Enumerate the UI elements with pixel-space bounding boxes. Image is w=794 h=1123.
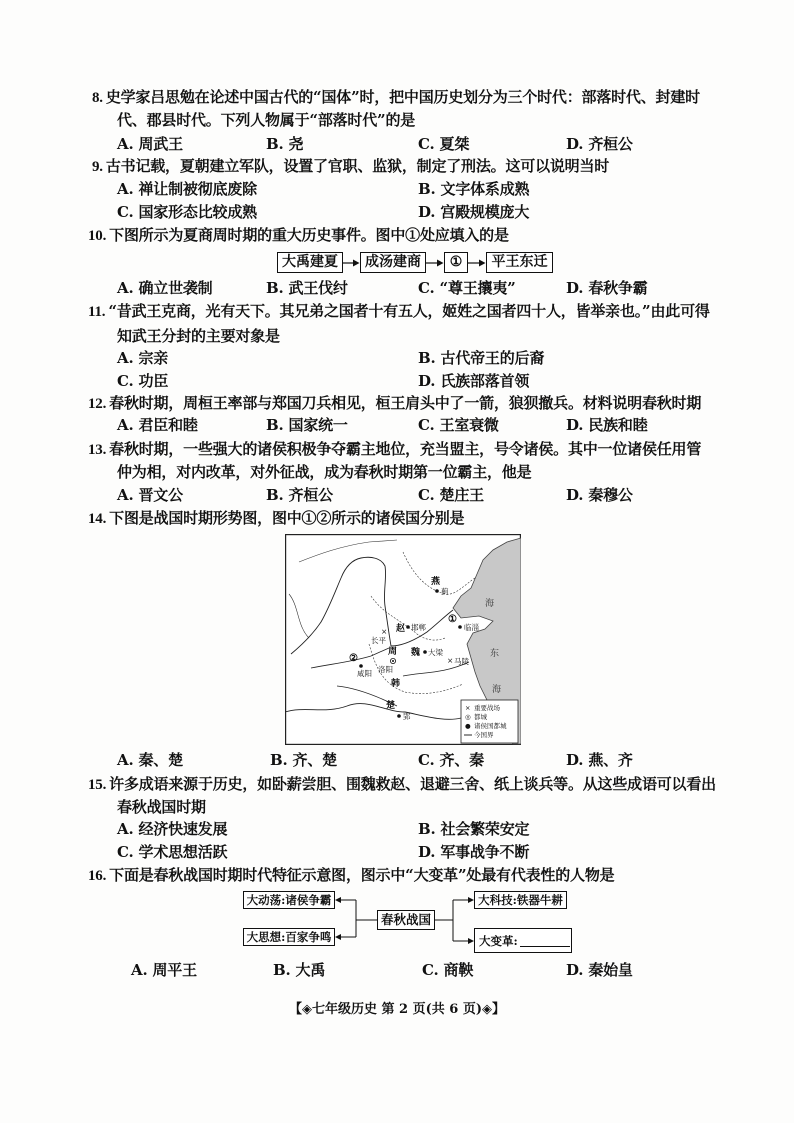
map-label-handan: 邯郸 <box>411 623 426 632</box>
thought-box: 大思想:百家争鸣 <box>243 928 335 946</box>
timeline-step-box: 成汤建商 <box>360 252 426 273</box>
legend-capital-label: 都城 <box>474 713 487 721</box>
question-number: 11. <box>88 304 106 320</box>
q9-option-d: D. 宫殿规模庞大 <box>418 203 530 221</box>
question-stem: 下图所示为夏商周时期的重大历史事件。图中①处应填入的是 <box>109 226 509 244</box>
q8-option-b: B. 尧 <box>266 135 304 153</box>
question-number: 9. <box>92 159 103 175</box>
page-footer: 【◈七年级历史 第 2 页(共 6 页)◈】 <box>288 1002 506 1017</box>
question-stem: “昔武王克商，光有天下。其兄弟之国者十有五人，姬姓之国者四十人，皆举亲也。”由此可得 <box>108 302 710 320</box>
map-marker-1: ① <box>448 614 457 625</box>
q11-option-b: B. 古代帝王的后裔 <box>418 349 545 367</box>
question-stem: 史学家吕思勉在论述中国古代的“国体”时，把中国历史划分为三个时代：部落时代、封建时 <box>105 88 700 106</box>
map-label-zhou: 周 <box>388 647 398 657</box>
q9-option-a: A. 禅让制被彻底废除 <box>117 180 257 198</box>
question-number: 8. <box>92 90 103 106</box>
legend-battle-label: 重要战场 <box>474 704 500 712</box>
question-number: 10. <box>88 228 107 244</box>
q10-stem-line-1 <box>88 227 509 244</box>
map-label-zhao: 赵 <box>396 624 406 634</box>
map-label-wei: 魏 <box>411 648 421 658</box>
q15-option-a: A. 经济快速发展 <box>117 820 228 838</box>
map-label-east: 东 <box>490 649 500 659</box>
q12-option-b: B. 国家统一 <box>266 416 348 434</box>
legend-state-capital-label: 诸侯国都城 <box>474 722 507 730</box>
question-number: 15. <box>88 777 107 793</box>
question-number: 16. <box>88 868 107 884</box>
q14-option-d: D. 燕、齐 <box>566 751 633 769</box>
royal-capital-legend-icon: ◎ <box>465 713 471 721</box>
capital-dot-icon <box>397 714 401 718</box>
q13-stem-line-2: 仲为相，对内改革，对外征战，成为春秋时期第一位霸主，他是 <box>117 463 532 481</box>
q13-stem-line-1 <box>88 441 701 458</box>
map-label-ying: 郢 <box>403 712 411 721</box>
reform-box <box>474 928 572 953</box>
q12-stem-line-1 <box>88 395 701 412</box>
technology-box: 大科技:铁器牛耕 <box>474 891 567 909</box>
arrow-right-icon <box>343 252 360 274</box>
question-stem: 春秋时期，周桓王率部与郑国刀兵相见，桓王肩头中了一箭，狼狈撤兵。材料说明春秋时期 <box>109 394 702 412</box>
question-stem: 古书记载，夏朝建立军队，设置了官职、监狱，制定了刑法。这可以说明当时 <box>105 157 610 175</box>
center-era-box: 春秋战国 <box>377 910 435 930</box>
q11-stem-line-1 <box>88 303 710 320</box>
q9-stem-line-1 <box>92 158 609 175</box>
map-label-daliang: 大梁 <box>428 648 443 657</box>
q16-era-diagram <box>240 886 580 958</box>
battle-mark-icon: × <box>447 656 454 665</box>
question-stem: 下图是战国时期形势图，图中①②所示的诸侯国分别是 <box>109 509 465 527</box>
q13-option-b: B. 齐桓公 <box>266 486 333 504</box>
q8-option-a: A. 周武王 <box>117 135 183 153</box>
q8-option-c: C. 夏桀 <box>418 135 470 153</box>
q11-option-d: D. 氏族部落首领 <box>418 372 530 390</box>
map-label-luoyang: 洛阳 <box>378 665 393 674</box>
question-stem: 春秋时期，一些强大的诸侯积极争夺霸主地位，充当盟主，号令诸侯。其中一位诸侯任用管 <box>109 440 702 458</box>
reform-label: 大变革: <box>479 934 518 948</box>
q16-option-b: B. 大禹 <box>273 961 326 979</box>
map-label-ji: 蓟 <box>441 587 449 596</box>
q15-option-d: D. 军事战争不断 <box>418 843 530 861</box>
battle-legend-icon: × <box>465 704 471 712</box>
capital-dot-icon <box>423 650 427 654</box>
q15-stem-line-2: 春秋战国时期 <box>117 798 206 816</box>
q14-option-a: A. 秦、楚 <box>117 751 183 769</box>
q14-option-b: B. 齐、楚 <box>270 751 337 769</box>
q10-option-a: A. 确立世袭制 <box>117 279 213 297</box>
q13-option-d: D. 秦穆公 <box>566 486 633 504</box>
question-number: 13. <box>88 442 107 458</box>
q16-option-a: A. 周平王 <box>131 961 197 979</box>
q12-option-a: A. 君臣和睦 <box>117 416 198 434</box>
map-label-sea: 海 <box>485 599 495 609</box>
q11-stem-line-2: 知武王分封的主要对象是 <box>117 327 280 345</box>
q10-option-b: B. 武王伐纣 <box>266 279 348 297</box>
capital-dot-icon <box>406 625 410 629</box>
arrow-right-icon <box>468 252 486 274</box>
question-number: 14. <box>88 511 107 527</box>
q9-option-b: B. 文字体系成熟 <box>418 180 530 198</box>
timeline-step-box: 大禹建夏 <box>277 252 343 273</box>
q8-stem-line-2: 代、郡县时代。下列人物属于“部落时代”的是 <box>117 111 416 129</box>
q12-option-d: D. 民族和睦 <box>566 416 648 434</box>
question-number: 12. <box>88 396 107 412</box>
q15-option-c: C. 学术思想活跃 <box>117 843 228 861</box>
q15-stem-line-1 <box>88 776 716 793</box>
map-label-maling: 马陵 <box>454 657 469 666</box>
royal-capital-dot-icon <box>392 660 394 662</box>
question-stem: 许多成语来源于历史，如卧薪尝胆、围魏救赵、退避三舍、纸上谈兵等。从这些成语可以看出 <box>109 775 716 793</box>
map-label-yan: 燕 <box>431 577 441 587</box>
q14-option-c: C. 齐、秦 <box>418 751 484 769</box>
arrow-right-icon <box>426 252 444 274</box>
warring-states-map <box>285 534 521 745</box>
arrow-left-icon <box>335 934 341 940</box>
map-label-han: 韩 <box>391 679 401 689</box>
question-stem: 下面是春秋战国时期时代特征示意图，图示中“大变革”处最有代表性的人物是 <box>109 866 615 884</box>
capital-dot-icon <box>458 625 462 629</box>
map-label-sea: 海 <box>492 685 502 695</box>
q16-option-d: D. 秦始皇 <box>566 961 633 979</box>
capital-dot-legend-icon: ● <box>465 722 471 730</box>
arrow-left-icon <box>335 897 341 903</box>
map-label-xianyang: 咸阳 <box>357 669 372 678</box>
q11-option-c: C. 功臣 <box>117 372 169 390</box>
q8-option-d: D. 齐桓公 <box>566 135 633 153</box>
q16-stem-line-1 <box>88 867 614 884</box>
capital-dot-icon <box>359 664 363 668</box>
q11-option-a: A. 宗亲 <box>117 349 169 367</box>
timeline-step-blank-box: ① <box>444 252 468 273</box>
q12-option-c: C. 王室衰微 <box>418 416 499 434</box>
map-marker-2: ② <box>349 653 358 664</box>
q15-option-b: B. 社会繁荣安定 <box>418 820 530 838</box>
map-graphic <box>285 534 521 745</box>
q16-option-c: C. 商鞅 <box>422 961 474 979</box>
q9-option-c: C. 国家形态比较成熟 <box>117 203 257 221</box>
q10-option-d: D. 春秋争霸 <box>566 279 648 297</box>
map-label-chu: 楚 <box>386 701 396 711</box>
q14-stem-line-1 <box>88 510 464 527</box>
capital-dot-icon <box>435 589 439 593</box>
q10-option-c: C. “尊王攘夷” <box>418 279 516 297</box>
timeline-step-box: 平王东迁 <box>486 252 553 273</box>
map-label-changping: 长平 <box>371 636 386 645</box>
map-label-linzi: 临淄 <box>464 623 479 632</box>
q8-stem-line-1 <box>92 89 700 106</box>
q10-timeline-diagram <box>277 252 554 274</box>
legend-border-label: 今国界 <box>474 731 494 739</box>
q13-option-a: A. 晋文公 <box>117 486 183 504</box>
map-legend <box>461 700 518 743</box>
battle-mark-icon: × <box>381 627 388 636</box>
turmoil-box: 大动荡:诸侯争霸 <box>243 891 335 909</box>
answer-blank <box>520 934 570 947</box>
q13-option-c: C. 楚庄王 <box>418 486 484 504</box>
